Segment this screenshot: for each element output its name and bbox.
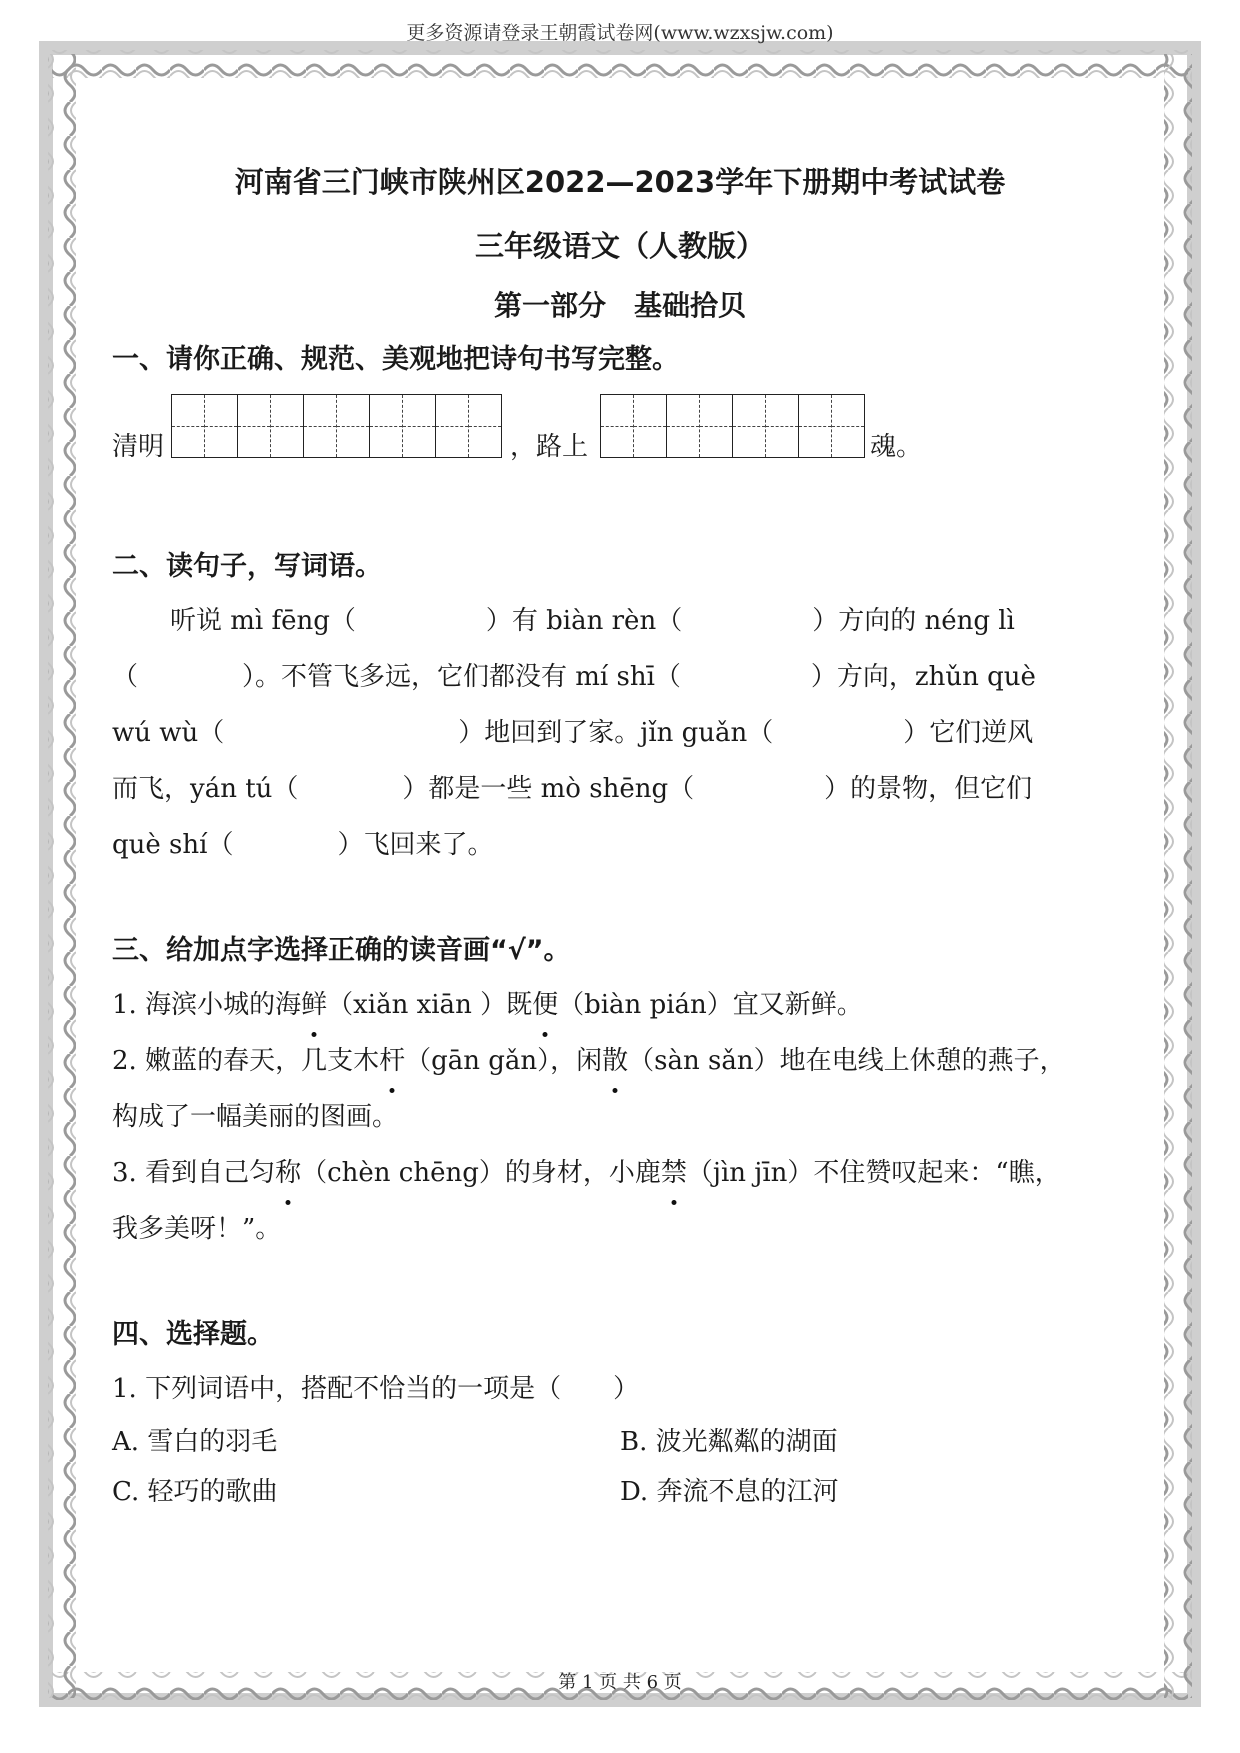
page-footer: 第 1 页 共 6 页 [558, 1672, 682, 1693]
site-header: 更多资源请登录王朝霞试卷网(www.wzxsjw.com) [406, 22, 834, 44]
q4-options-row-1 [112, 1417, 1128, 1467]
poem-prefix: 清明 [112, 432, 165, 462]
q2-line-5: què shí（ ）飞回来了。 [112, 830, 494, 860]
writing-grid-1[interactable] [171, 394, 502, 458]
part-title: 第一部分 基础拾贝 [493, 289, 746, 322]
q3-item-2-cont: 构成了一幅美丽的图画。 [112, 1102, 399, 1132]
q3-item-1: 1. 海滨小城的海鲜（xiǎn xiān ）既便（biàn pián）宜又新鲜。 [112, 977, 1128, 1033]
exam-page [112, 150, 1128, 1517]
option-c[interactable]: C. 轻巧的歌曲 [112, 1477, 278, 1507]
dotted-char: 便 [532, 977, 558, 1033]
option-d[interactable]: D. 奔流不息的江河 [620, 1477, 839, 1507]
option-b[interactable]: B. 波光粼粼的湖面 [620, 1427, 838, 1457]
dotted-char: 杆 [379, 1033, 405, 1089]
q1-heading: 一、请你正确、规范、美观地把诗句书写完整。 [112, 344, 679, 375]
q4-question: 1. 下列词语中，搭配不恰当的一项是（ ） [112, 1374, 640, 1404]
poem-middle: ，路上 [510, 432, 589, 462]
dotted-char: 散 [602, 1033, 628, 1089]
poem-row [112, 386, 1128, 486]
q3-heading: 三、给加点字选择正确的读音画“√”。 [112, 935, 571, 966]
poem-suffix: 魂。 [870, 432, 923, 462]
q3-item-2: 2. 嫩蓝的春天，几支木杆（gān gǎn），闲散（sàn sǎn）地在电线上休憩的燕子， [112, 1033, 1128, 1089]
dotted-char: 禁 [661, 1145, 687, 1201]
q3-item-3-cont: 我多美呀！”。 [112, 1214, 282, 1244]
q4-options-row-2 [112, 1467, 1128, 1517]
exam-title: 河南省三门峡市陕州区2022—2023学年下册期中考试试卷 [234, 165, 1006, 199]
q2-line-2: （ ）。不管飞多远，它们都没有 mí shī（ ）方向，zhǔn què [112, 662, 1036, 692]
q3-item-3: 3. 看到自己匀称（chèn chēng）的身材，小鹿禁（jìn jīn）不住赞叹起来：“瞧， [112, 1145, 1128, 1201]
q4-heading: 四、选择题。 [112, 1319, 274, 1350]
dotted-char: 称 [275, 1145, 301, 1201]
option-a[interactable]: A. 雪白的羽毛 [112, 1427, 278, 1457]
writing-grid-2[interactable] [600, 394, 865, 458]
dotted-char: 鲜 [301, 977, 327, 1033]
exam-subtitle: 三年级语文（人教版） [474, 229, 765, 263]
q2-line-4: 而飞，yán tú（ ）都是一些 mò shēng（ ）的景物，但它们 [112, 774, 1033, 804]
q2-line-3: wú wù（ ）地回到了家。jǐn guǎn（ ）它们逆风 [112, 718, 1034, 748]
q2-line-1: 听说 mì fēng（ ）有 biàn rèn（ ）方向的 néng lì [170, 606, 1015, 636]
q2-heading: 二、读句子，写词语。 [112, 551, 382, 582]
